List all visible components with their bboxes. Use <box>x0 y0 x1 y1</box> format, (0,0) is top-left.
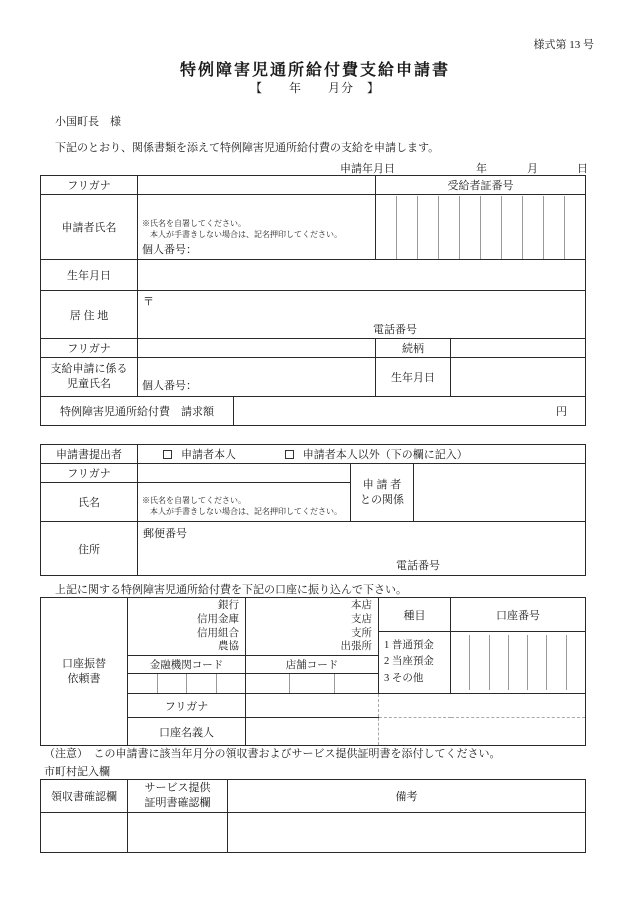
claim-amount-label: 特例障害児通所給付費 請求額 <box>41 397 234 426</box>
service-cert-check-label: サービス提供 証明書確認欄 <box>128 780 228 813</box>
municipal-heading: 市町村記入欄 <box>44 766 110 778</box>
applicant-table <box>40 175 586 426</box>
addressee: 小国町長 様 <box>55 116 121 128</box>
postal-code-label: 郵便番号 <box>143 527 187 540</box>
bank-intro: 上記に関する特例障害児通所給付費を下記の口座に振り込んで下さい。 <box>55 584 407 596</box>
remarks-field[interactable] <box>228 812 586 852</box>
account-kind-options[interactable]: 1 普通預金 2 当座預金 3 その他 <box>379 632 451 694</box>
bank-code-grid[interactable] <box>128 674 246 694</box>
personal-number-label: 個人番号： <box>142 244 197 256</box>
bank-table <box>40 597 586 746</box>
yen-unit: 円 <box>556 406 567 418</box>
branch-code-label: 店舗コード <box>246 656 379 674</box>
submitter-phone-label: 電話番号 <box>396 559 440 572</box>
bank-extra-cell-bottom <box>379 718 586 746</box>
submitter-table <box>40 444 586 576</box>
receipt-check-label: 領収書確認欄 <box>41 780 128 813</box>
submitter-furigana-label: フリガナ <box>41 464 138 483</box>
account-furigana-field[interactable] <box>246 694 379 718</box>
submitter-relation-label: 申 請 者 との関係 <box>351 464 414 522</box>
residence-label: 居 住 地 <box>41 291 138 339</box>
period-line: 【 年 月分 】 <box>249 81 380 95</box>
applicant-furigana-label: フリガナ <box>41 176 138 195</box>
checkbox-other-icon[interactable] <box>285 450 294 459</box>
submitter-address-label: 住所 <box>41 522 138 576</box>
bank-code-label: 金融機関コード <box>128 656 246 674</box>
applicant-name-label: 申請者氏名 <box>41 195 138 260</box>
child-furigana-label: フリガナ <box>41 339 138 358</box>
relation-field[interactable] <box>451 339 586 358</box>
bank-extra-cell-top <box>379 694 586 718</box>
submitter-signature-note-1: ※氏名を自署してください。 <box>142 495 246 505</box>
page-title: 特例障害児通所給付費支給申請書 <box>179 62 450 79</box>
account-kind-label: 種目 <box>379 598 451 632</box>
submitter-signature-note-2: 本人が手書きしない場合は、記名押印してください。 <box>142 507 342 517</box>
intro-sentence: 下記のとおり、関係書類を添えて特例障害児通所給付費の支給を申請します。 <box>55 142 440 154</box>
application-date-label: 申請年月日 <box>340 163 395 175</box>
account-number-grid[interactable] <box>451 632 586 694</box>
residence-phone-label: 電話番号 <box>373 323 417 336</box>
transfer-request-label: 口座振替 依頼書 <box>41 598 128 746</box>
account-furigana-label: フリガナ <box>128 694 246 718</box>
birthdate-field[interactable] <box>138 260 586 291</box>
submitter-furigana-field[interactable] <box>138 464 351 483</box>
application-date-day: 日 <box>577 163 588 175</box>
child-name-label: 支給申請に係る 児童氏名 <box>41 358 138 397</box>
option-self[interactable]: 申請者本人 <box>163 449 239 461</box>
notice-line: （注意） この申請書に該当年月分の領収書およびサービス提供証明書を添付してください。 <box>44 748 501 760</box>
branch-name-field[interactable]: 本店 支店 支所 出張所 <box>246 598 379 656</box>
submitter-name-field[interactable] <box>138 483 351 522</box>
signature-note-2: 本人が手書きしない場合は、記名押印してください。 <box>142 230 342 240</box>
child-name-field[interactable] <box>138 358 376 397</box>
signature-note-1: ※氏名を自署してください。 <box>142 218 246 228</box>
applicant-furigana-field[interactable] <box>138 176 376 195</box>
account-number-label: 口座番号 <box>451 598 586 632</box>
recipient-cert-label: 受給者証番号 <box>376 176 586 195</box>
option-other[interactable]: 申請者本人以外（下の欄に記入） <box>285 449 468 461</box>
bank-name-field[interactable]: 銀行 信用金庫 信用組合 農協 <box>128 598 246 656</box>
remarks-label: 備考 <box>228 780 586 813</box>
residence-field[interactable] <box>138 291 586 339</box>
child-furigana-field[interactable] <box>138 339 376 358</box>
checkbox-self-icon[interactable] <box>163 450 172 459</box>
claim-amount-field[interactable] <box>234 397 586 426</box>
applicant-name-field[interactable] <box>138 195 376 260</box>
submitter-type-row <box>138 445 586 464</box>
relation-label: 続柄 <box>376 339 451 358</box>
birthdate-label: 生年月日 <box>41 260 138 291</box>
account-holder-label: 口座名義人 <box>128 718 246 746</box>
submitter-heading: 申請書提出者 <box>41 445 138 464</box>
child-personal-number-label: 個人番号： <box>142 380 197 392</box>
municipal-table <box>40 779 586 853</box>
submitter-relation-field[interactable] <box>414 464 586 522</box>
service-cert-check-field[interactable] <box>128 812 228 852</box>
application-date-year: 年 <box>476 163 487 175</box>
recipient-cert-grid[interactable] <box>376 195 586 260</box>
receipt-check-field[interactable] <box>41 812 128 852</box>
postal-mark: 〒 <box>143 295 154 308</box>
branch-code-grid[interactable] <box>246 674 379 694</box>
submitter-name-label: 氏名 <box>41 483 138 522</box>
application-date-month: 月 <box>527 163 538 175</box>
child-birthdate-field[interactable] <box>451 358 586 397</box>
account-holder-field[interactable] <box>246 718 379 746</box>
child-birthdate-label: 生年月日 <box>376 358 451 397</box>
form-number: 様式第 13 号 <box>533 39 594 51</box>
submitter-address-field[interactable] <box>138 522 586 576</box>
